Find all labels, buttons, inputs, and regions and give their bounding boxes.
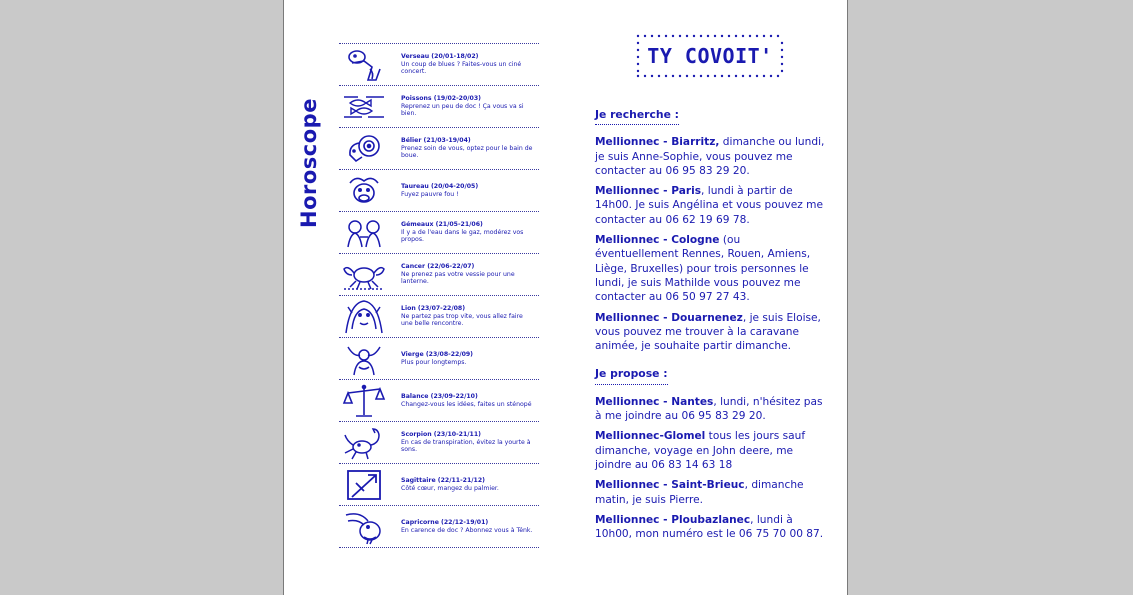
virgo-icon xyxy=(339,340,389,378)
covoit-logo xyxy=(635,33,785,79)
list-item xyxy=(595,233,825,304)
sagittarius-icon xyxy=(339,466,389,504)
entry-text: dimanche ou lundi, je suis Anne-Sophie, vous pouvez me contacter au 06 95 83 29 20. xyxy=(595,136,825,177)
entry-text: , dimanche matin, je suis Pierre. xyxy=(595,479,804,506)
sign-name: Scorpion (23/10-21/11) xyxy=(401,431,481,439)
sign-name: Gémeaux (21/05-21/06) xyxy=(401,221,483,229)
cancer-icon xyxy=(339,256,389,294)
list-item xyxy=(339,254,539,296)
aquarius-icon xyxy=(339,46,389,84)
sign-name: Balance (23/09-22/10) xyxy=(401,392,478,400)
sign-text: Plus pour longtemps. xyxy=(401,358,467,366)
list-item xyxy=(339,86,539,128)
sign-text: Fuyez pauvre fou ! xyxy=(401,190,459,198)
sign-text: Prenez soin de vous, optez pour le bain de boue. xyxy=(401,144,533,160)
route: Mellionnec - Biarritz, xyxy=(595,136,720,149)
sign-text: Ne partez pas trop vite, vous allez faire une belle rencontre. xyxy=(401,312,523,328)
entry-text: , lundi à 10h00, mon numéro est le 06 75 70 00 87. xyxy=(595,513,824,541)
section-heading-propose: Je propose : xyxy=(595,367,668,384)
route: Mellionnec - Douarnenez xyxy=(595,311,743,324)
list-item xyxy=(595,513,825,542)
sign-name: Taureau (20/04-20/05) xyxy=(401,182,479,190)
sign-text: Changez-vous les idées, faites un sténopé xyxy=(401,400,532,408)
list-item xyxy=(339,212,539,254)
route: Mellionnec - Nantes xyxy=(595,395,714,408)
route: Mellionnec - Saint-Brieuc xyxy=(595,479,745,492)
section-heading-recherche: Je recherche : xyxy=(595,108,679,125)
sign-text: En cas de transpiration, évitez la yourte à sons. xyxy=(401,438,531,454)
sign-text: Côté cœur, mangez du palmier. xyxy=(401,484,499,492)
list-item xyxy=(595,184,825,227)
entry-text: , lundi, n'hésitez pas à me joindre au 06 95 83 29 20. xyxy=(595,395,823,423)
sign-name: Poissons (19/02-20/03) xyxy=(401,95,481,103)
page xyxy=(283,0,848,595)
list-item xyxy=(339,170,539,212)
leo-icon xyxy=(339,298,389,336)
list-item xyxy=(339,338,539,380)
pisces-icon xyxy=(339,88,389,126)
sign-text: En carence de doc ? Abonnez vous à Ténk. xyxy=(401,526,533,534)
sign-name: Vierge (23/08-22/09) xyxy=(401,350,474,358)
list-item xyxy=(595,311,825,354)
sign-name: Lion (23/07-22/08) xyxy=(401,305,466,313)
horoscope-list xyxy=(339,43,539,548)
list-item xyxy=(339,380,539,422)
capricorn-icon xyxy=(339,508,389,546)
list-item xyxy=(595,429,825,472)
entry-text: , je suis Eloise, vous pouvez me trouver à la caravane animée, je souhaite partir dimanche. xyxy=(595,311,821,353)
sign-text: Il y a de l'eau dans le gaz, modérez vos propos. xyxy=(401,228,524,244)
sign-text: Un coup de blues ? Faites-vous un ciné concert. xyxy=(401,60,522,76)
list-item xyxy=(595,478,825,507)
list-item xyxy=(339,128,539,170)
list-item xyxy=(595,395,825,424)
list-item xyxy=(339,296,539,338)
covoit-section xyxy=(595,108,825,547)
entry-text: tous les jours sauf dimanche, voyage en John deere, me joindre au 06 83 14 63 18 xyxy=(595,430,806,471)
sign-name: Capricorne (22/12-19/01) xyxy=(401,518,489,526)
scorpio-icon xyxy=(339,424,389,462)
taurus-icon xyxy=(339,172,389,210)
route: Mellionnec - Cologne xyxy=(595,234,720,247)
sign-name: Verseau (20/01-18/02) xyxy=(401,53,479,61)
list-item xyxy=(339,464,539,506)
sign-name: Cancer (22/06-22/07) xyxy=(401,263,475,271)
list-item xyxy=(339,44,539,86)
aries-icon xyxy=(339,130,389,168)
sign-name: Sagittaire (22/11-21/12) xyxy=(401,476,485,484)
sign-text: Ne prenez pas votre vessie pour une lanterne. xyxy=(401,270,515,286)
route: Mellionnec - Ploubazlanec xyxy=(595,513,751,526)
list-item xyxy=(339,422,539,464)
list-item xyxy=(595,135,825,178)
route: Mellionnec-Glomel xyxy=(595,430,706,443)
route: Mellionnec - Paris xyxy=(595,185,702,198)
horoscope-title: Horoscope xyxy=(297,98,321,228)
gemini-icon xyxy=(339,214,389,252)
entry-text: (ou éventuellement Rennes, Rouen, Amiens, Liège, Bruxelles) pour trois personnes le lundi, je suis Mathilde vous pouvez me contacter au 06 50 97 27 43. xyxy=(595,234,811,304)
list-item xyxy=(339,506,539,548)
covoit-title: TY COVOIT' xyxy=(647,44,773,68)
libra-icon xyxy=(339,382,389,420)
entry-text: , lundi à partir de 14h00. Je suis Angélina et vous pouvez me contacter au 06 62 19 69 78. xyxy=(595,185,824,226)
sign-text: Reprenez un peu de doc ! Ça vous va si bien. xyxy=(401,102,524,118)
sign-name: Bélier (21/03-19/04) xyxy=(401,137,471,145)
